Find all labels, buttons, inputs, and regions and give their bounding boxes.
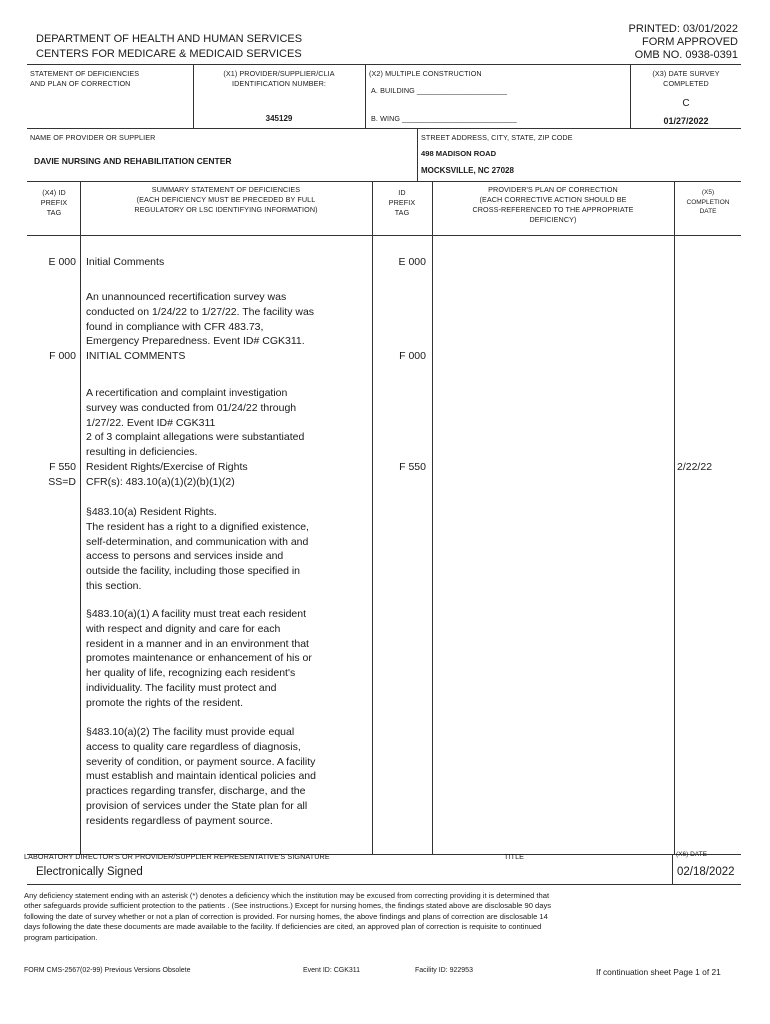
tag-f000: F 000 [49,350,76,362]
x3-label: (X3) DATE SURVEY COMPLETED [652,69,720,88]
x5-header: (X5) COMPLETION DATE [686,189,730,215]
box-divider [27,128,741,129]
col-divider-id [432,181,433,854]
provider-name: DAVIE NURSING AND REHABILITATION CENTER [34,156,232,166]
paragraph-483-10-a2: §483.10(a)(2) The facility must provide equal access to quality care regardless of diagnosis, severity of condition, or payment source. A facility must establish and maintain identical policies and practices regarding transfer, discharge, and the provision of services under the State plan for all residents regardless of payment source. [86,726,316,827]
printed-date: PRINTED: 03/01/2022 [628,23,738,35]
survey-type-code: C [682,98,690,109]
signature-date: 02/18/2022 [677,866,735,878]
provider-number: 345129 [265,114,293,123]
summary-header: SUMMARY STATEMENT OF DEFICIENCIES (EACH DEFICIENCY MUST BE PRECEDED BY FULL REGULATORY OR LSC IDENTIFYING INFORMATION) [134,185,318,214]
divider-x2 [365,64,366,128]
paragraph-unannounced-survey: An unannounced recertification survey was conducted on 1/24/22 to 1/27/22. The facility was found in compliance with CFR 483.73, Emergency Preparedness. Event ID# CGK311. [86,291,315,348]
form-approved: FORM APPROVED [642,36,738,48]
department-name: DEPARTMENT OF HEALTH AND HUMAN SERVICES [36,33,303,45]
survey-completed-date: 01/27/2022 [663,116,709,126]
tag-e000: E 000 [48,256,76,268]
paragraph-recertification: A recertification and complaint investigation survey was conducted from 01/24/22 through 1/27/22. Event ID# CGK311 2 of 3 complaint allegations were substantiated resulting in deficiencies. [86,387,305,459]
columns-header-border [27,235,741,236]
event-id: Event ID: CGK311 [303,967,361,974]
id-header: ID PREFIX TAG [388,188,416,217]
divider-x1 [193,64,194,128]
plan-header: PROVIDER'S PLAN OF CORRECTION (EACH CORRECTIVE ACTION SHOULD BE CROSS-REFERENCED TO THE APPROPRIATE DEFICIENCY) [472,185,634,224]
x1-label: (X1) PROVIDER/SUPPLIER/CLIA IDENTIFICATION NUMBER: [223,69,335,88]
initial-comments-upper: INITIAL COMMENTS [86,350,186,362]
id-e000: E 000 [398,256,426,268]
signature-label: LABORATORY DIRECTOR'S OR PROVIDER/SUPPLIER REPRESENTATIVE'S SIGNATURE [24,852,330,861]
col-divider-summary [372,181,373,854]
electronic-signature: Electronically Signed [36,866,143,878]
tag-f550: F 550 [49,461,76,473]
signature-bottom-border [27,884,741,885]
tag-scope-severity: SS=D [48,476,76,488]
page-number: If continuation sheet Page 1 of 21 [596,967,721,977]
completion-date-f550: 2/22/22 [677,461,713,473]
x2-label: (X2) MULTIPLE CONSTRUCTION [369,69,482,78]
x4-header: (X4) ID PREFIX TAG [40,188,68,217]
building-label: A. BUILDING ______________________ [371,86,508,95]
box-top-border [27,64,741,65]
paragraph-483-10-a: §483.10(a) Resident Rights. The resident has a right to a dignified existence, self-determination, and communication with and access to persons and services inside and outside the facility, including those specified in this section. [86,506,309,592]
omb-number: OMB NO. 0938-0391 [634,49,738,61]
agency-name: CENTERS FOR MEDICARE & MEDICAID SERVICES [36,48,302,60]
provider-label: NAME OF PROVIDER OR SUPPLIER [30,133,156,142]
address-line2: MOCKSVILLE, NC 27028 [421,166,514,175]
statement-label: STATEMENT OF DEFICIENCIES AND PLAN OF CORRECTION [30,69,140,88]
facility-id: Facility ID: 922953 [415,967,473,974]
address-label: STREET ADDRESS, CITY, STATE, ZIP CODE [421,133,573,142]
divider-address [417,128,418,181]
address-line1: 498 MADISON ROAD [421,149,497,158]
disclaimer-text: Any deficiency statement ending with an asterisk (*) denotes a deficiency which the institution may be excused from correcting providing it is determined that other safeguards provide sufficient protection to the patients . (See instructions.) Except for nursing homes, the findings stated above are disclosable 90 days following the date of survey whether or not a plan of correction is provided. For nursing homes, the above findings and plans of correction are disclosable 14 days following the date these documents are made available to the facility. If deficiencies are cited, an approved plan of correction is requisite to continued program participation. [24,891,552,942]
form-number: FORM CMS-2567(02-99) Previous Versions Obsolete [24,967,191,974]
paragraph-483-10-a1: §483.10(a)(1) A facility must treat each resident with respect and dignity and care for each resident in a manner and in an environment that promotes maintenance or enhancement of his or her quality of life, recognizing each resident's individuality. The facility must protect and promote the rights of the resident. [86,608,312,709]
title-label: TITLE [504,852,525,861]
f550-title: Resident Rights/Exercise of Rights [86,461,248,473]
columns-top-border [27,181,741,182]
wing-label: B. WING ____________________________ [371,114,517,123]
col-divider-x4 [80,181,81,854]
col-divider-plan [674,181,675,854]
id-f550: F 550 [399,461,426,473]
cfr-reference: CFR(s): 483.10(a)(1)(2)(b)(1)(2) [86,476,235,488]
signature-date-label: (X6) DATE [676,851,707,858]
initial-comments-heading: Initial Comments [86,256,165,268]
signature-date-divider [672,854,673,884]
divider-x3 [630,64,631,128]
id-f000: F 000 [399,350,426,362]
